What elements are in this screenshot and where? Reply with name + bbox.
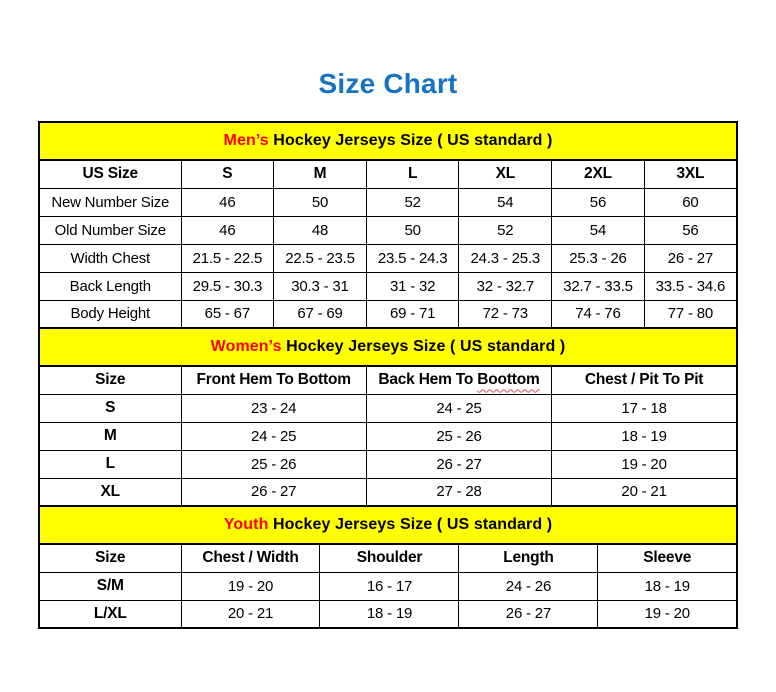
column-header: Shoulder — [320, 544, 459, 572]
row-label: M — [39, 422, 181, 450]
size-value-cell: 52 — [459, 216, 552, 244]
row-label: Old Number Size — [39, 216, 181, 244]
column-header — [366, 366, 551, 394]
table-row — [39, 422, 737, 450]
size-value-cell: 30.3 - 31 — [274, 272, 367, 300]
table-row — [39, 450, 737, 478]
column-header: Front Hem To Bottom — [181, 366, 366, 394]
mens-section-band — [39, 122, 737, 160]
size-value-cell: 46 — [181, 216, 274, 244]
size-value-cell: 48 — [274, 216, 367, 244]
size-value-cell: 25 - 26 — [181, 450, 366, 478]
womens-column-header-row — [39, 366, 737, 394]
column-header: Chest / Width — [181, 544, 320, 572]
table-row — [39, 244, 737, 272]
column-header: Length — [459, 544, 598, 572]
mens-section-title — [39, 122, 737, 160]
size-value-cell: 65 - 67 — [181, 300, 274, 328]
womens-section-band — [39, 328, 737, 366]
column-header: 3XL — [644, 160, 737, 188]
table-row — [39, 300, 737, 328]
size-value-cell: 52 — [366, 188, 459, 216]
table-row — [39, 478, 737, 506]
size-value-cell: 19 - 20 — [552, 450, 737, 478]
size-value-cell: 60 — [644, 188, 737, 216]
size-value-cell: 26 - 27 — [459, 600, 598, 628]
page-title: Size Chart — [318, 68, 458, 99]
size-value-cell: 24 - 25 — [181, 422, 366, 450]
youth-section-band — [39, 506, 737, 544]
youth-rows — [39, 572, 737, 628]
size-value-cell: 24 - 25 — [366, 394, 551, 422]
section-title-text: Hockey Jerseys Size ( US standard ) — [268, 516, 553, 533]
size-value-cell: 69 - 71 — [366, 300, 459, 328]
size-value-cell: 20 - 21 — [552, 478, 737, 506]
row-label: Width Chest — [39, 244, 181, 272]
size-value-cell: 32.7 - 33.5 — [552, 272, 645, 300]
size-value-cell: 56 — [552, 188, 645, 216]
size-value-cell: 19 - 20 — [598, 600, 737, 628]
row-label: New Number Size — [39, 188, 181, 216]
size-value-cell: 74 - 76 — [552, 300, 645, 328]
size-value-cell: 27 - 28 — [366, 478, 551, 506]
size-value-cell: 26 - 27 — [644, 244, 737, 272]
row-label: S/M — [39, 572, 181, 600]
size-value-cell: 46 — [181, 188, 274, 216]
column-header: US Size — [39, 160, 181, 188]
size-value-cell: 26 - 27 — [366, 450, 551, 478]
womens-rows — [39, 394, 737, 506]
column-header: L — [366, 160, 459, 188]
size-value-cell: 32 - 32.7 — [459, 272, 552, 300]
size-value-cell: 29.5 - 30.3 — [181, 272, 274, 300]
size-value-cell: 23.5 - 24.3 — [366, 244, 459, 272]
column-header: XL — [459, 160, 552, 188]
table-row — [39, 188, 737, 216]
youth-section — [39, 506, 737, 572]
table-row — [39, 272, 737, 300]
youth-column-header-row — [39, 544, 737, 572]
size-value-cell: 17 - 18 — [552, 394, 737, 422]
size-chart-table — [38, 121, 738, 629]
size-value-cell: 50 — [274, 188, 367, 216]
size-value-cell: 23 - 24 — [181, 394, 366, 422]
section-title-text: Hockey Jerseys Size ( US standard ) — [281, 338, 566, 355]
size-value-cell: 22.5 - 23.5 — [274, 244, 367, 272]
size-value-cell: 54 — [552, 216, 645, 244]
section-title-highlight: Men’s — [223, 132, 269, 149]
size-value-cell: 31 - 32 — [366, 272, 459, 300]
size-value-cell: 18 - 19 — [320, 600, 459, 628]
size-value-cell: 18 - 19 — [598, 572, 737, 600]
row-label: Back Length — [39, 272, 181, 300]
size-value-cell: 50 — [366, 216, 459, 244]
size-value-cell: 18 - 19 — [552, 422, 737, 450]
column-header: M — [274, 160, 367, 188]
section-title-highlight: Women’s — [210, 338, 282, 355]
column-header: 2XL — [552, 160, 645, 188]
size-value-cell: 77 - 80 — [644, 300, 737, 328]
column-header: Size — [39, 544, 181, 572]
section-title-text: Hockey Jerseys Size ( US standard ) — [268, 132, 553, 149]
womens-section-title — [39, 328, 737, 366]
youth-section-title — [39, 506, 737, 544]
size-value-cell: 26 - 27 — [181, 478, 366, 506]
size-value-cell: 67 - 69 — [274, 300, 367, 328]
table-row — [39, 394, 737, 422]
column-header: Chest / Pit To Pit — [552, 366, 737, 394]
row-label: XL — [39, 478, 181, 506]
size-value-cell: 24 - 26 — [459, 572, 598, 600]
size-value-cell: 19 - 20 — [181, 572, 320, 600]
row-label: Body Height — [39, 300, 181, 328]
table-row — [39, 216, 737, 244]
mens-section — [39, 122, 737, 188]
size-value-cell: 25.3 - 26 — [552, 244, 645, 272]
column-header: S — [181, 160, 274, 188]
size-value-cell: 33.5 - 34.6 — [644, 272, 737, 300]
size-value-cell: 25 - 26 — [366, 422, 551, 450]
size-value-cell: 24.3 - 25.3 — [459, 244, 552, 272]
size-value-cell: 72 - 73 — [459, 300, 552, 328]
column-header: Sleeve — [598, 544, 737, 572]
row-label: S — [39, 394, 181, 422]
column-header-text: Back Hem To — [378, 371, 478, 389]
misspelled-word: Boottom — [477, 371, 540, 389]
mens-column-header-row — [39, 160, 737, 188]
mens-rows — [39, 188, 737, 328]
row-label: L — [39, 450, 181, 478]
column-header: Size — [39, 366, 181, 394]
size-value-cell: 54 — [459, 188, 552, 216]
size-value-cell: 21.5 - 22.5 — [181, 244, 274, 272]
table-row — [39, 600, 737, 628]
table-row — [39, 572, 737, 600]
size-value-cell: 16 - 17 — [320, 572, 459, 600]
size-value-cell: 56 — [644, 216, 737, 244]
womens-section — [39, 328, 737, 394]
section-title-highlight: Youth — [223, 516, 269, 533]
size-value-cell: 20 - 21 — [181, 600, 320, 628]
row-label: L/XL — [39, 600, 181, 628]
